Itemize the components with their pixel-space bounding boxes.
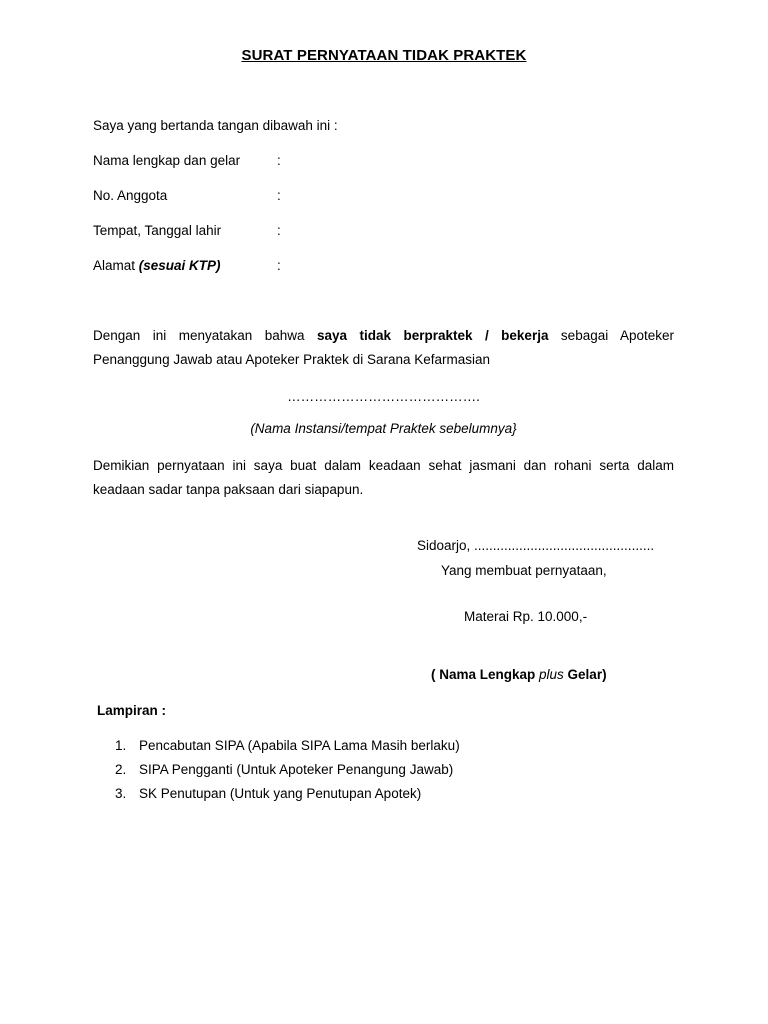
field-birth-label: Tempat, Tanggal lahir <box>93 223 222 238</box>
field-birth-colon: : <box>277 223 281 238</box>
intro-text: Saya yang bertanda tangan dibawah ini : <box>93 118 338 133</box>
institution-blank-line: ……………………………………. <box>287 389 480 404</box>
statement-line-2: Penanggung Jawab atau Apoteker Praktek di Sarana Kefarmasian <box>93 352 491 367</box>
signature-place-date: Sidoarjo, ................................................ <box>417 538 655 553</box>
field-name-label: Nama lengkap dan gelar <box>93 153 241 168</box>
attachment-text: Pencabutan SIPA (Apabila SIPA Lama Masih berlaku) <box>139 738 460 753</box>
field-address-label <box>93 258 221 273</box>
document-title: SURAT PERNYATAAN TIDAK PRAKTEK <box>241 47 527 64</box>
field-member-number-colon: : <box>277 188 281 203</box>
statement-part1: Dengan ini menyatakan bahwa <box>93 328 317 343</box>
attachments-heading: Lampiran : <box>97 703 167 718</box>
field-address-label-text: Alamat <box>93 258 139 273</box>
statement-paragraph <box>93 324 674 372</box>
signature-name-open: ( Nama Lengkap <box>431 667 540 682</box>
attachment-number: 2. <box>115 762 127 777</box>
statement-bold: saya tidak berpraktek / bekerja <box>316 328 549 343</box>
field-name-colon: : <box>277 153 281 168</box>
attachment-text: SK Penutupan (Untuk yang Penutupan Apotek) <box>139 786 422 801</box>
closing-line-2: keadaan sadar tanpa paksaan dari siapapun. <box>93 482 364 497</box>
field-address-label-emphasis: (sesuai KTP) <box>138 258 221 273</box>
signature-name <box>431 667 607 682</box>
statement-line-1 <box>93 324 674 348</box>
closing-paragraph <box>93 454 674 502</box>
signature-name-plus: plus <box>539 667 564 682</box>
statement-part2: sebagai Apoteker <box>548 328 674 343</box>
field-member-number-label: No. Anggota <box>93 188 168 203</box>
field-address-colon: : <box>277 258 281 273</box>
attachment-number: 3. <box>115 786 127 801</box>
closing-line-1: Demikian pernyataan ini saya buat dalam keadaan sehat jasmani dan rohani serta dalam <box>93 458 674 473</box>
signature-maker: Yang membuat pernyataan, <box>441 563 607 578</box>
signature-name-close: Gelar) <box>563 667 607 682</box>
attachment-text: SIPA Pengganti (Untuk Apoteker Penangung Jawab) <box>139 762 454 777</box>
attachment-number: 1. <box>115 738 127 753</box>
institution-placeholder: (Nama Instansi/tempat Praktek sebelumnya} <box>250 421 517 436</box>
signature-stamp: Materai Rp. 10.000,- <box>464 609 588 624</box>
